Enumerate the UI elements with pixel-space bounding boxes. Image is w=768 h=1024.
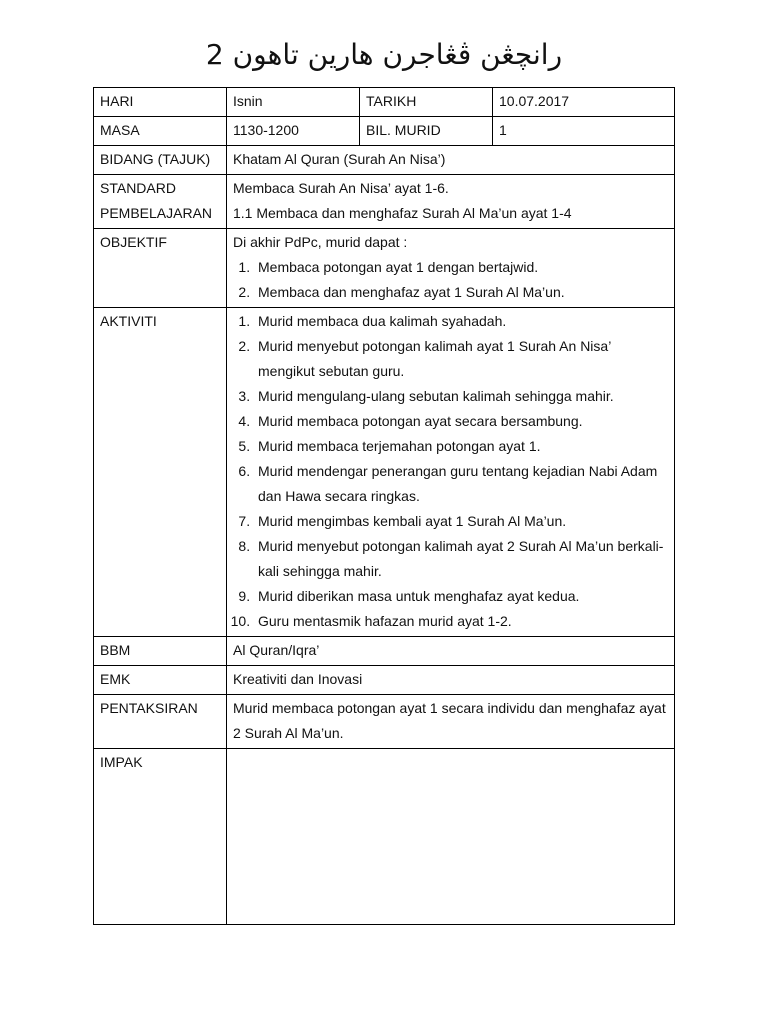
aktiviti-value bbox=[227, 308, 675, 637]
bidang-value: Khatam Al Quran (Surah An Nisa’) bbox=[227, 146, 675, 175]
objektif-intro: Di akhir PdPc, murid dapat : bbox=[233, 234, 408, 250]
row-emk bbox=[94, 666, 675, 695]
row-objektif bbox=[94, 229, 675, 308]
bbm-label: BBM bbox=[94, 637, 227, 666]
standard-line: 1.1 Membaca dan menghafaz Surah Al Ma’un ayat 1-4 bbox=[233, 205, 572, 221]
standard-label-line: STANDARD bbox=[100, 180, 176, 196]
standard-label-line: PEMBELAJARAN bbox=[100, 205, 213, 221]
row-impak bbox=[94, 749, 675, 925]
emk-value: Kreativiti dan Inovasi bbox=[227, 666, 675, 695]
list-item: 2. Murid menyebut potongan kalimah ayat 1 Surah An Nisa’ mengikut sebutan guru. bbox=[254, 334, 668, 384]
tarikh-value: 10.07.2017 bbox=[493, 88, 675, 117]
list-item: 6. Murid mendengar penerangan guru tentang kejadian Nabi Adam dan Hawa secara ringkas. bbox=[254, 459, 668, 509]
row-standard bbox=[94, 175, 675, 229]
tarikh-label: TARIKH bbox=[360, 88, 493, 117]
standard-line: Membaca Surah An Nisa’ ayat 1-6. bbox=[233, 180, 449, 196]
hari-label: HARI bbox=[94, 88, 227, 117]
objektif-label: OBJEKTIF bbox=[94, 229, 227, 308]
list-item: 9. Murid diberikan masa untuk menghafaz ayat kedua. bbox=[254, 584, 668, 609]
row-aktiviti bbox=[94, 308, 675, 637]
bbm-value: Al Quran/Iqra’ bbox=[227, 637, 675, 666]
standard-label bbox=[94, 175, 227, 229]
impak-value bbox=[227, 749, 675, 925]
aktiviti-list bbox=[233, 309, 668, 634]
bidang-label: BIDANG (TAJUK) bbox=[94, 146, 227, 175]
masa-value: 1130-1200 bbox=[227, 117, 360, 146]
standard-value bbox=[227, 175, 675, 229]
list-item: 3. Murid mengulang-ulang sebutan kalimah sehingga mahir. bbox=[254, 384, 668, 409]
list-item: 8. Murid menyebut potongan kalimah ayat 2 Surah Al Ma’un berkali-kali sehingga mahir. bbox=[254, 534, 668, 584]
emk-label: EMK bbox=[94, 666, 227, 695]
list-item: 1. Membaca potongan ayat 1 dengan bertajwid. bbox=[254, 255, 668, 280]
masa-label: MASA bbox=[94, 117, 227, 146]
impak-label: IMPAK bbox=[94, 749, 227, 925]
page-title: رانچڠن ڤڠاجرن هارين تاهون 2 bbox=[205, 38, 563, 71]
objektif-list bbox=[233, 255, 668, 305]
row-bidang bbox=[94, 146, 675, 175]
row-pentaksiran bbox=[94, 695, 675, 749]
list-item: 4. Murid membaca potongan ayat secara bersambung. bbox=[254, 409, 668, 434]
row-hari bbox=[94, 88, 675, 117]
row-bbm bbox=[94, 637, 675, 666]
row-masa bbox=[94, 117, 675, 146]
list-item: 5. Murid membaca terjemahan potongan ayat 1. bbox=[254, 434, 668, 459]
list-item: 2. Membaca dan menghafaz ayat 1 Surah Al Ma’un. bbox=[254, 280, 668, 305]
list-item: 7. Murid mengimbas kembali ayat 1 Surah Al Ma’un. bbox=[254, 509, 668, 534]
hari-value: Isnin bbox=[227, 88, 360, 117]
lesson-plan-table bbox=[93, 87, 675, 925]
pentaksiran-value: Murid membaca potongan ayat 1 secara individu dan menghafaz ayat 2 Surah Al Ma’un. bbox=[227, 695, 675, 749]
aktiviti-label: AKTIVITI bbox=[94, 308, 227, 637]
objektif-value bbox=[227, 229, 675, 308]
pentaksiran-label: PENTAKSIRAN bbox=[94, 695, 227, 749]
list-item: 10. Guru mentasmik hafazan murid ayat 1-2. bbox=[254, 609, 668, 634]
bil-murid-label: BIL. MURID bbox=[360, 117, 493, 146]
list-item: 1. Murid membaca dua kalimah syahadah. bbox=[254, 309, 668, 334]
bil-murid-value: 1 bbox=[493, 117, 675, 146]
